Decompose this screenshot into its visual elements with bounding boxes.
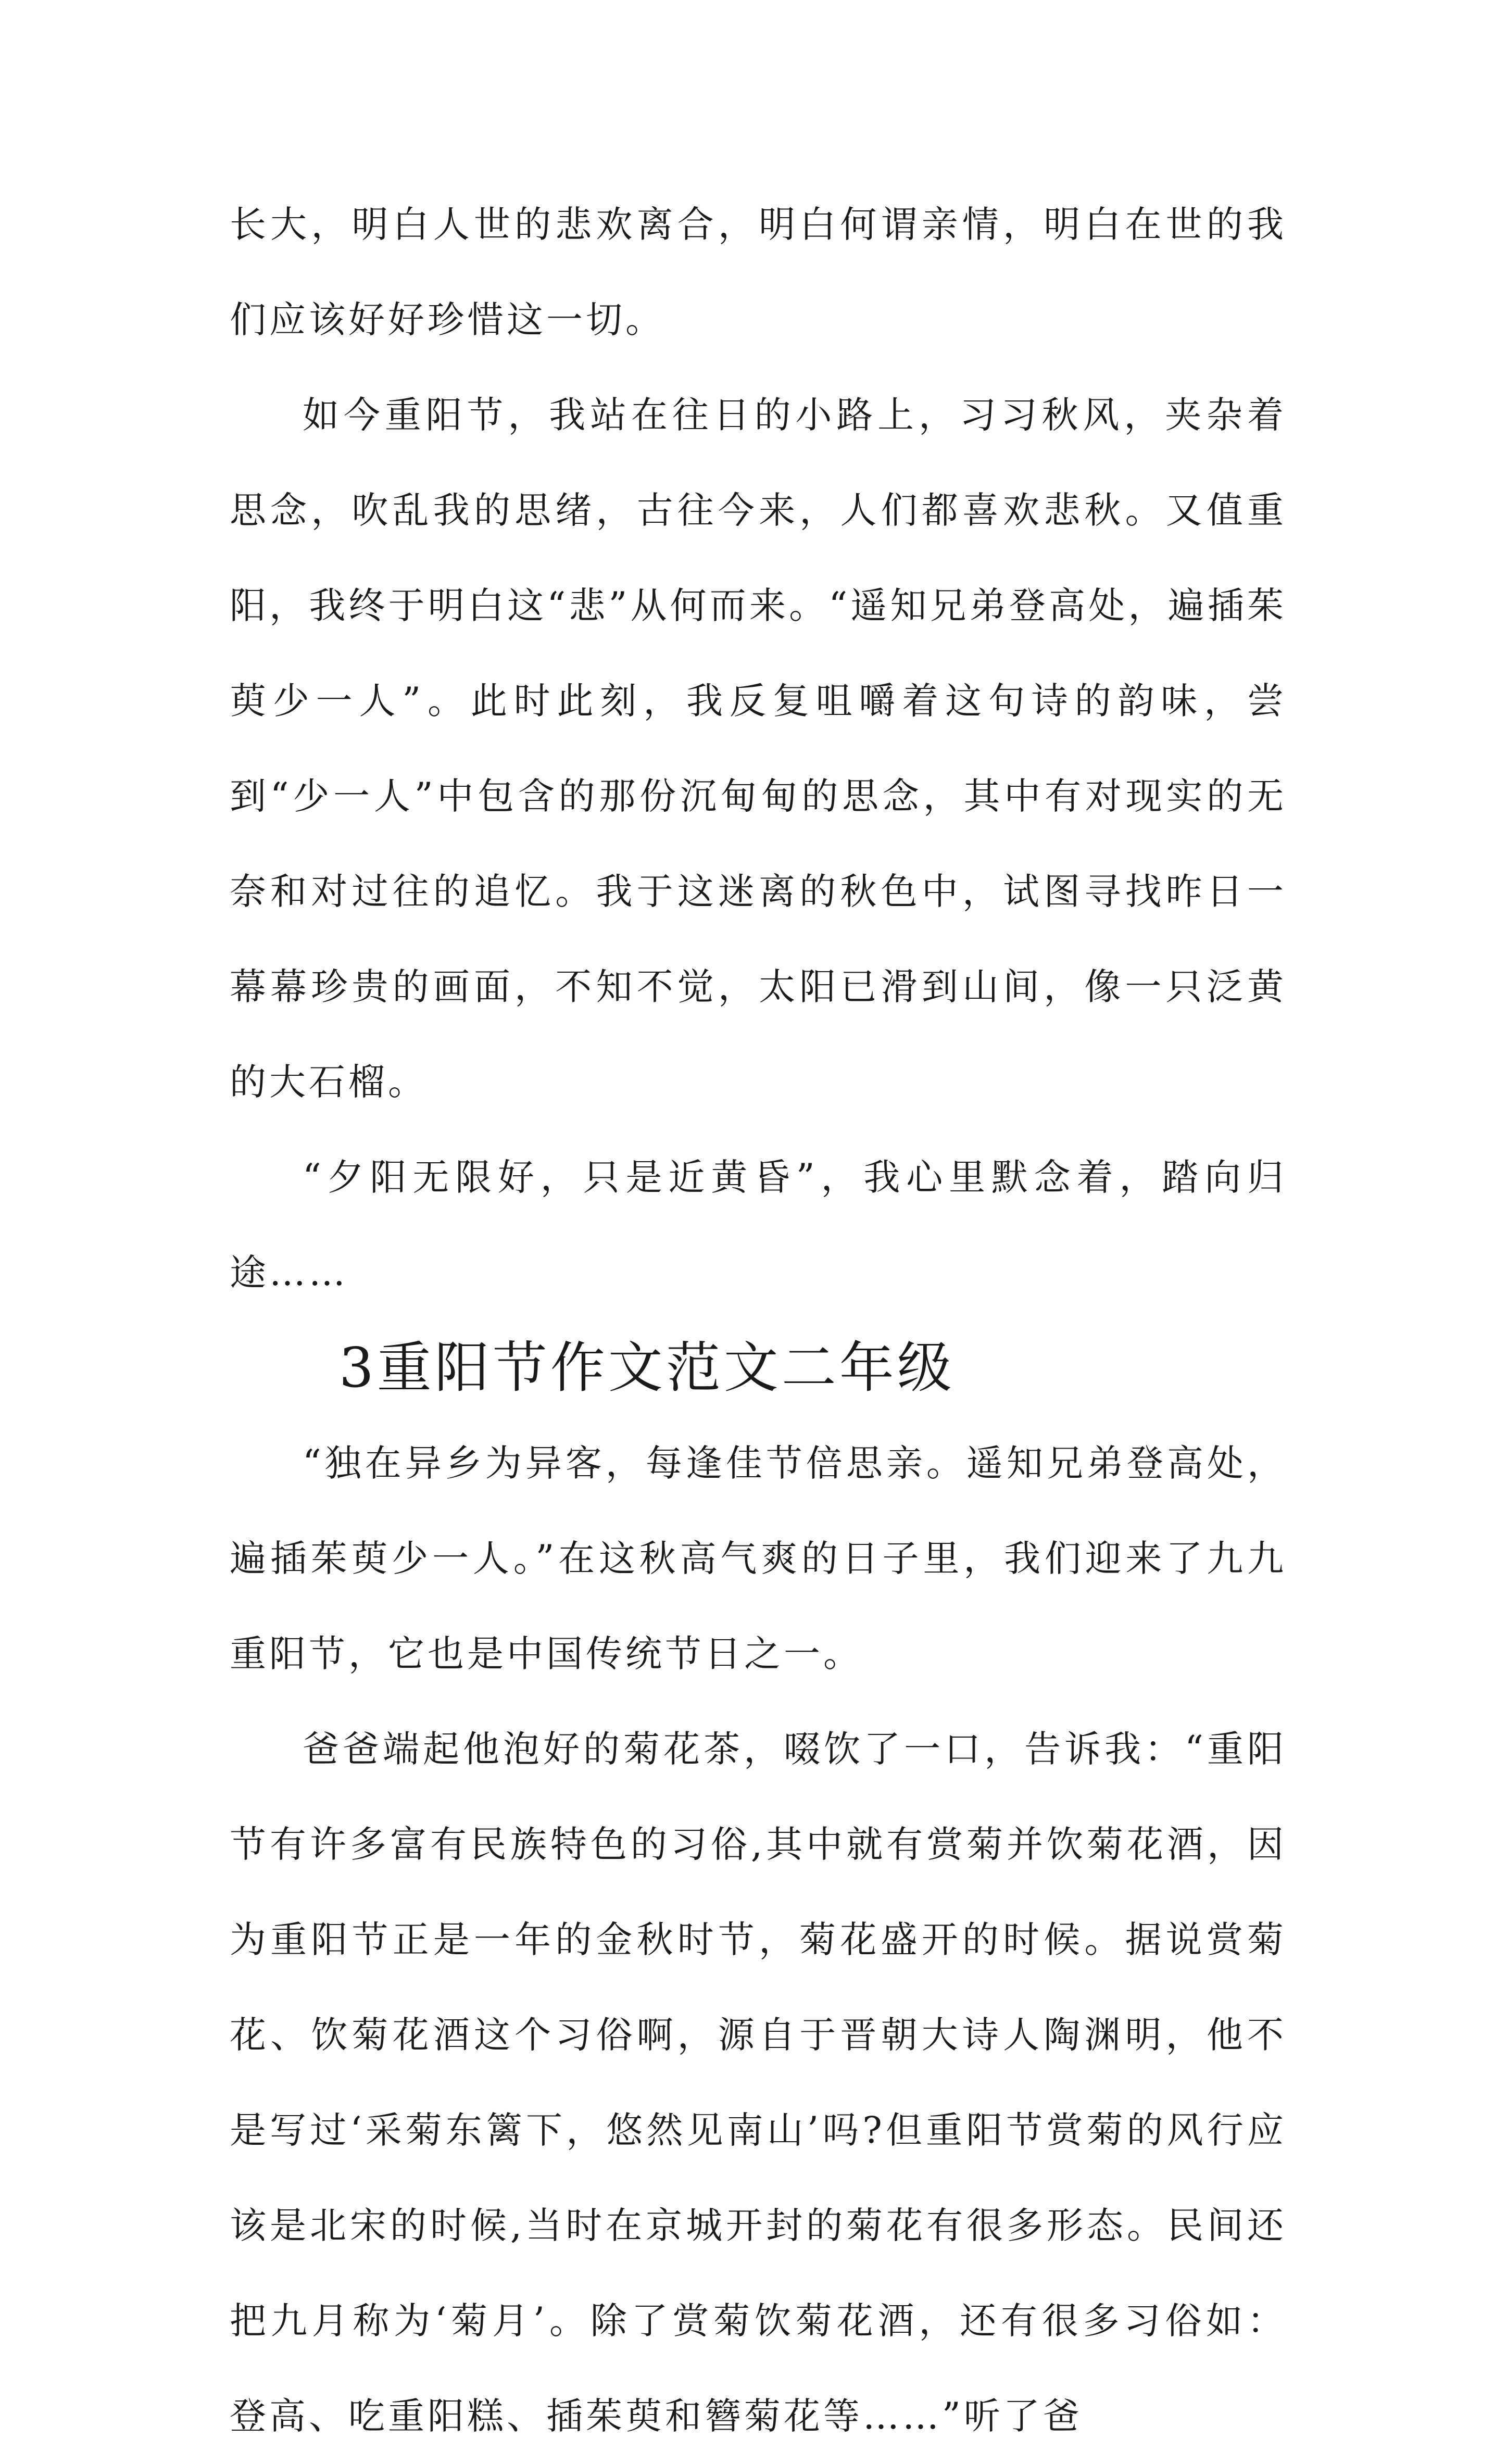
paragraph-continued: 长大，明白人世的悲欢离合，明白何谓亲情，明白在世的我们应该好好珍惜这一切。 — [230, 203, 1287, 341]
document-body — [230, 177, 1287, 2464]
section-heading: 3重阳节作文范文二年级 — [339, 1336, 955, 1400]
paragraph: “夕阳无限好，只是近黄昏”，我心里默念着，踏向归途…… — [230, 1156, 1287, 1294]
paragraph: 如今重阳节，我站在往日的小路上，习习秋风，夹杂着思念，吹乱我的思绪，古往今来，人们都喜欢悲秋。又值重阳，我终于明白这“悲”从何而来。“遥知兄弟登高处，遍插茱萸少一人”。此时此刻，我反复咀嚼着这句诗的韵味，尝到“少一人”中包含的那份沉甸甸的思念，其中有对现实的无奈和对过往的追忆。我于这迷离的秋色中，试图寻找昨日一幕幕珍贵的画面，不知不觉，太阳已滑到山间，像一只泛黄的大石榴。 — [230, 394, 1287, 1103]
paragraph: “独在异乡为异客，每逢佳节倍思亲。遥知兄弟登高处，遍插茱萸少一人。”在这秋高气爽的日子里，我们迎来了九九重阳节，它也是中国传统节日之一。 — [230, 1442, 1287, 1675]
paragraph: 爸爸端起他泡好的菊花茶，啜饮了一口，告诉我：“重阳节有许多富有民族特色的习俗,其中就有赏菊并饮菊花酒，因为重阳节正是一年的金秋时节，菊花盛开的时候。据说赏菊花、饮菊花酒这个习俗啊，源自于晋朝大诗人陶渊明，他不是写过‘采菊东篱下，悠然见南山’吗?但重阳节赏菊的风行应该是北宋的时候,当时在京城开封的菊花有很多形态。民间还把九月称为‘菊月’。除了赏菊饮菊花酒，还有很多习俗如：登高、吃重阳糕、插茱萸和簪菊花等……”听了爸 — [230, 1728, 1287, 2437]
